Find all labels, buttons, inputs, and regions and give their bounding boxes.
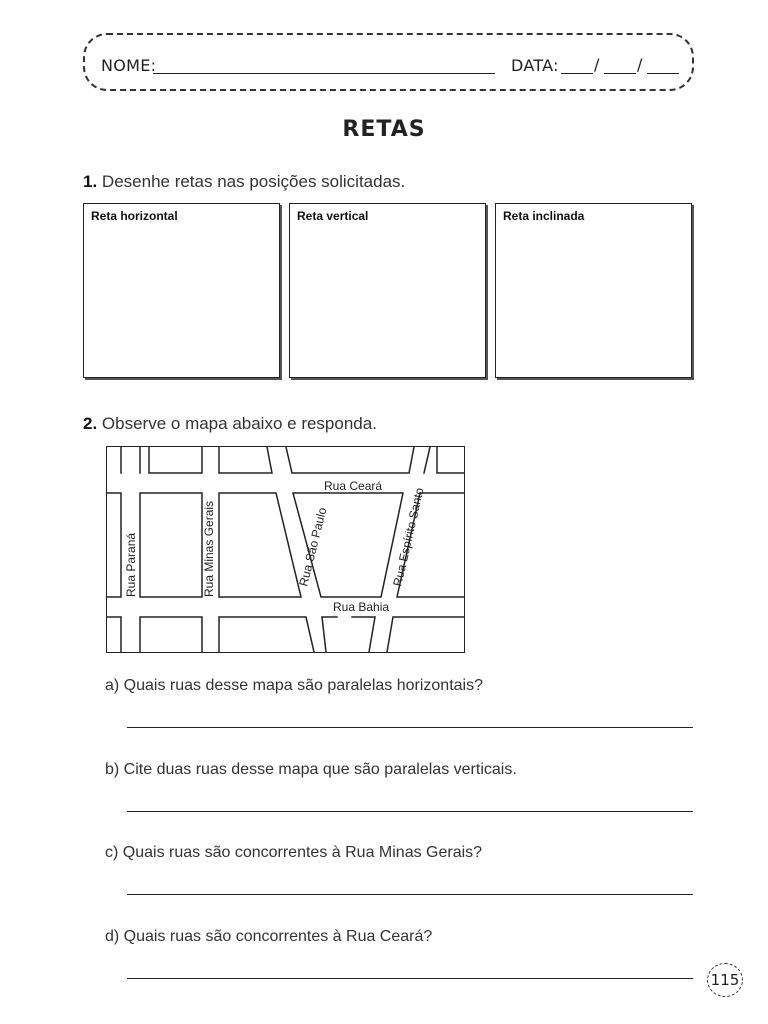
question-2 xyxy=(83,414,377,434)
street-map-drawing xyxy=(107,447,464,652)
box-label-horizontal: Reta horizontal xyxy=(91,209,178,223)
name-field-line[interactable] xyxy=(153,73,495,74)
drawing-box-inclined[interactable] xyxy=(495,203,692,378)
date-slash-1: / xyxy=(594,55,600,74)
page-title: RETAS xyxy=(342,117,426,142)
question-2b: b) Cite duas ruas desse mapa que são paralelas verticais. xyxy=(105,761,517,778)
page-number: 115 xyxy=(707,963,743,997)
box-label-vertical: Reta vertical xyxy=(297,209,369,223)
question-2a: a) Quais ruas desse mapa são paralelas horizontais? xyxy=(105,677,483,694)
question-2d: d) Quais ruas são concorrentes à Rua Ceará? xyxy=(105,928,433,945)
date-label: DATA: xyxy=(511,56,559,75)
street-label-espirito-santo: Rua Espírito Santo xyxy=(390,486,427,588)
box-label-inclined: Reta inclinada xyxy=(503,209,585,223)
street-label-sao-paulo: Rua São Paulo xyxy=(296,506,330,588)
date-day-line[interactable] xyxy=(561,73,593,74)
drawing-box-horizontal[interactable] xyxy=(83,203,280,378)
date-slash-2: / xyxy=(637,55,643,74)
date-year-line[interactable] xyxy=(647,73,679,74)
street-label-minas-gerais: Rua Minas Gerais xyxy=(202,500,216,597)
question-1-text: Desenhe retas nas posições solicitadas. xyxy=(101,172,406,191)
question-1-number: 1. xyxy=(83,172,98,191)
date-month-line[interactable] xyxy=(604,73,636,74)
question-2c: c) Quais ruas são concorrentes à Rua Minas Gerais? xyxy=(105,844,483,861)
answer-line-2a[interactable] xyxy=(127,727,693,728)
street-label-parana: Rua Paraná xyxy=(124,532,138,597)
drawing-box-vertical[interactable] xyxy=(289,203,486,378)
name-label: NOME: xyxy=(101,56,157,75)
street-map xyxy=(106,446,465,653)
question-2-text: Observe o mapa abaixo e responda. xyxy=(101,414,377,433)
answer-line-2b[interactable] xyxy=(127,811,693,812)
street-label-bahia: Rua Bahia xyxy=(333,600,390,614)
answer-line-2c[interactable] xyxy=(127,894,693,895)
question-1 xyxy=(83,172,405,192)
student-info-box xyxy=(83,33,694,91)
question-2-number: 2. xyxy=(83,414,98,433)
street-label-ceara: Rua Ceará xyxy=(324,479,383,493)
answer-line-2d[interactable] xyxy=(127,978,693,979)
